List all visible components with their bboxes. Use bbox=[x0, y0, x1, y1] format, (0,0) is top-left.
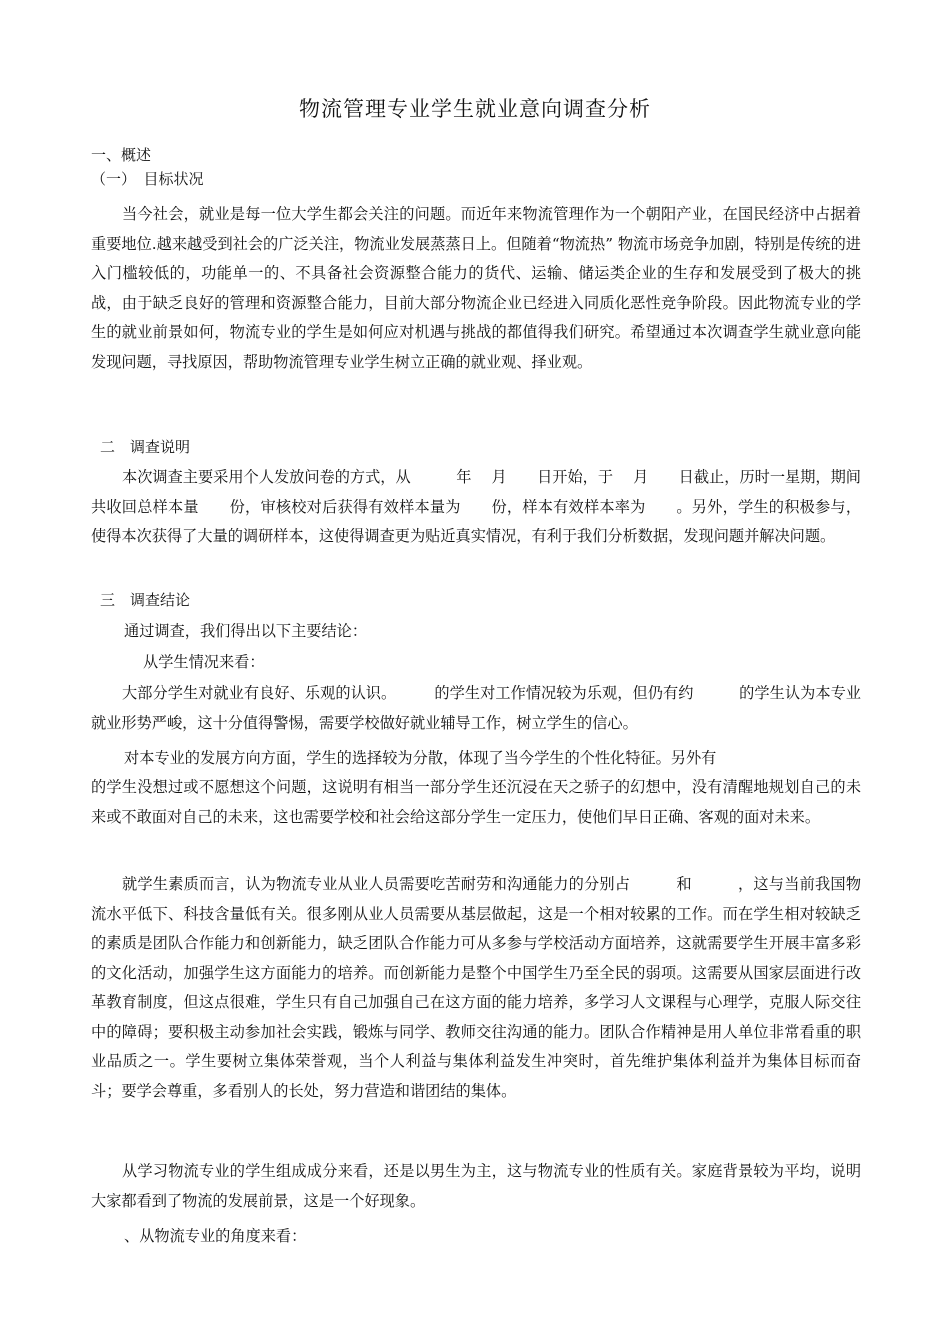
paragraph-d: 从学习物流专业的学生组成成分来看，还是以男生为主，这与物流专业的性质有关。家庭背景较为平均，说明大家都看到了物流的发展前景，这是一个好现象。 bbox=[91, 1162, 861, 1210]
section-1-heading: 一、概述 bbox=[91, 146, 152, 164]
paragraph-b-continued: 的学生没想过或不愿想这个问题，这说明有相当一部分学生还沉浸在天之骄子的幻想中，没有清醒地规划自己的未来或不敢面对自己的未来，这也需要学校和社会给这部分学生一定压力，使他们早日正确、客观的面对未来。 bbox=[91, 778, 861, 826]
section-3-sub2: 、从物流专业的角度来看： bbox=[124, 1227, 307, 1245]
section-2-paragraph: 本次调查主要采用个人发放问卷的方式，从 年 月 日开始，于 月 日截止，历时一星期，期间共收回总样本量 份，审核校对后获得有效样本量为 份，样本有效样本率为 。另外，学生的积极参与，使得本次获得了大量的调研样本，这使得调查更为贴近真实情况，有利于我们分析数据，发现问题并解决问题。 bbox=[91, 468, 861, 545]
paragraph-b-start: 对本专业的发展方向方面，学生的选择较为分散，体现了当今学生的个性化特征。另外有 bbox=[124, 749, 717, 767]
section-2-heading: 二 调查说明 bbox=[100, 438, 191, 456]
paragraph-c: 就学生素质而言，认为物流专业从业人员需要吃苦耐劳和沟通能力的分别占 和 ，这与当前我国物流水平低下、科技含量低有关。很多刚从业人员需要从基层做起，这是一个相对较累的工作。而在学生相对较缺乏的素质是团队合作能力和创新能力，缺乏团队合作能力可从多参与学校活动方面培养，这就需要学生开展丰富多彩的文化活动，加强学生这方面能力的培养。而创新能力是整个中国学生乃至全民的弱项。这需要从国家层面进行改革教育制度，但这点很难，学生只有自己加强自己在这方面的能力培养，多学习人文课程与心理学，克服人际交往中的障碍；要积极主动参加社会实践，锻炼与同学、教师交往沟通的能力。团队合作精神是用人单位非常看重的职业品质之一。学生要树立集体荣誉观，当个人利益与集体利益发生冲突时，首先维护集体利益并为集体目标而奋斗；要学会尊重，多看别人的长处，努力营造和谐团结的集体。 bbox=[91, 875, 861, 1100]
section-1-paragraph: 当今社会，就业是每一位大学生都会关注的问题。而近年来物流管理作为一个朝阳产业，在国民经济中占据着重要地位.越来越受到社会的广泛关注，物流业发展蒸蒸日上。但随着“物流热” 物流市场竞争加剧，特别是传统的进入门槛较低的，功能单一的、不具备社会资源整合能力的货代、运输、储运类企业的生存和发展受到了极大的挑战，由于缺乏良好的管理和资源整合能力，目前大部分物流企业已经进入同质化恶性竞争阶段。因此物流专业的学生的就业前景如何，物流专业的学生是如何应对机遇与挑战的都值得我们研究。希望通过本次调查学生就业意向能发现问题，寻找原因，帮助物流管理专业学生树立正确的就业观、择业观。 bbox=[91, 205, 861, 371]
page-title: 物流管理专业学生就业意向调查分析 bbox=[299, 97, 651, 121]
section-3-sub1: 从学生情况来看： bbox=[143, 653, 265, 671]
section-3-intro: 通过调查，我们得出以下主要结论： bbox=[124, 622, 367, 640]
section-1-subheading: （一） 目标状况 bbox=[91, 170, 204, 188]
paragraph-a: 大部分学生对就业有良好、乐观的认识。 的学生对工作情况较为乐观，但仍有约 的学生认为本专业就业形势严峻，这十分值得警惕，需要学校做好就业辅导工作，树立学生的信心。 bbox=[91, 684, 861, 732]
section-3-heading: 三 调查结论 bbox=[100, 591, 191, 609]
